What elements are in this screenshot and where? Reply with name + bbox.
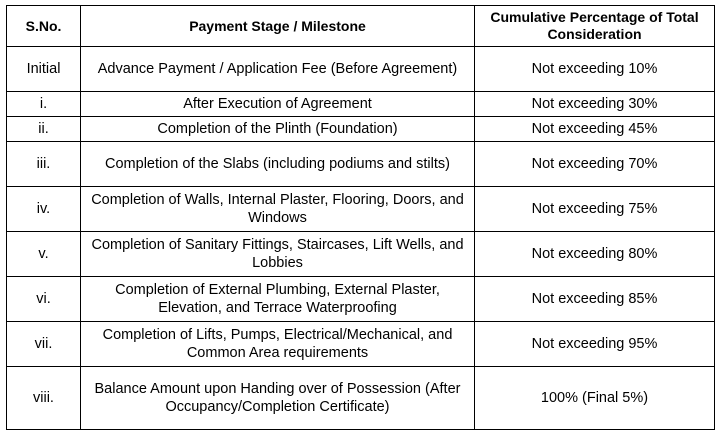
cell-percentage: Not exceeding 10% [475,47,715,92]
cell-sno: vii. [7,322,81,367]
table-row [7,142,715,187]
cell-percentage: Not exceeding 95% [475,322,715,367]
cell-percentage: Not exceeding 85% [475,277,715,322]
cell-stage: Completion of the Slabs (including podiums and stilts) [81,142,475,187]
header-row [7,6,715,47]
table-row [7,277,715,322]
cell-percentage: Not exceeding 75% [475,187,715,232]
cell-stage: After Execution of Agreement [81,92,475,117]
header-sno: S.No. [7,6,81,47]
cell-sno: i. [7,92,81,117]
cell-sno: iii. [7,142,81,187]
table-row [7,92,715,117]
table-row [7,232,715,277]
cell-sno: iv. [7,187,81,232]
cell-percentage: Not exceeding 70% [475,142,715,187]
cell-percentage: 100% (Final 5%) [475,367,715,430]
cell-sno: v. [7,232,81,277]
table-row [7,47,715,92]
cell-percentage: Not exceeding 45% [475,117,715,142]
cell-sno: ii. [7,117,81,142]
header-stage: Payment Stage / Milestone [81,6,475,47]
table-header [7,6,715,47]
cell-sno: viii. [7,367,81,430]
cell-sno: Initial [7,47,81,92]
cell-stage: Completion of Lifts, Pumps, Electrical/Mechanical, and Common Area requirements [81,322,475,367]
table-row [7,187,715,232]
cell-percentage: Not exceeding 30% [475,92,715,117]
table-row [7,117,715,142]
cell-stage: Completion of Walls, Internal Plaster, Flooring, Doors, and Windows [81,187,475,232]
cell-stage: Completion of Sanitary Fittings, Staircases, Lift Wells, and Lobbies [81,232,475,277]
cell-stage: Advance Payment / Application Fee (Before Agreement) [81,47,475,92]
table-body [7,47,715,430]
cell-stage: Completion of the Plinth (Foundation) [81,117,475,142]
table-row [7,367,715,430]
header-percentage: Cumulative Percentage of Total Consideration [475,6,715,47]
table-row [7,322,715,367]
cell-sno: vi. [7,277,81,322]
payment-schedule-table [6,5,715,430]
cell-percentage: Not exceeding 80% [475,232,715,277]
cell-stage: Balance Amount upon Handing over of Possession (After Occupancy/Completion Certificate) [81,367,475,430]
cell-stage: Completion of External Plumbing, External Plaster, Elevation, and Terrace Waterproofing [81,277,475,322]
